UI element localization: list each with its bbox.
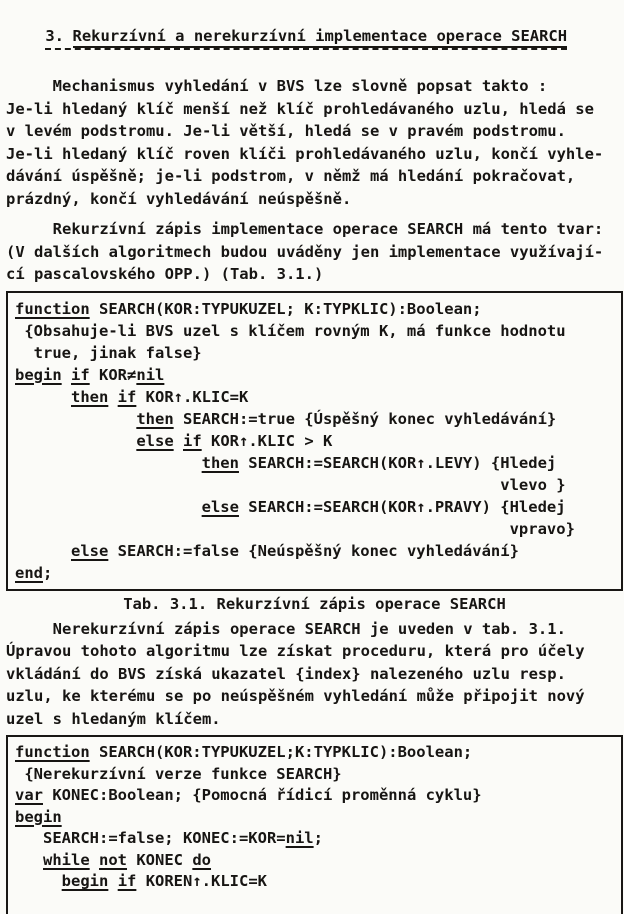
paragraph-line: Rekurzívní zápis implementace operace SEARCH má tento tvar: (6, 220, 604, 238)
code-line: begin if KOR≠nil (15, 365, 165, 384)
code-line: else SEARCH:=false {Neúspěšný konec vyhledávání} (71, 541, 519, 560)
code-line: vlevo } (15, 475, 566, 494)
paragraph-line: Nerekurzívní zápis operace SEARCH je uveden v tab. 3.1. (6, 619, 566, 638)
paragraph-line: Mechanismus vyhledání v BVS lze slovně popsat takto : (6, 77, 548, 95)
code-line: begin if KOREN↑.KLIC=K (61, 872, 268, 890)
code-line: then if KOR↑.KLIC=K (71, 387, 249, 406)
code-line: vpravo} (15, 519, 575, 538)
code-line: end; (15, 563, 53, 582)
code-line: else SEARCH:=SEARCH(KOR↑.PRAVY) {Hledej (201, 497, 566, 516)
code-listing-nonrecursive-search (6, 735, 623, 914)
paragraph-line: Je-li hledaný klíč roven klíči prohledávaného uzlu, končí vyhle- (6, 144, 604, 163)
paragraph-line: Úpravou tohoto algoritmu lze získat proceduru, která pro účely (6, 642, 585, 660)
section-title: Rekurzívní a nerekurzívní implementace operace SEARCH (73, 27, 568, 48)
paragraph-line: Je-li hledaný klíč menší než klíč prohledávaného uzlu, hledá se (6, 99, 594, 118)
section-heading-underline (45, 27, 567, 50)
code-line: then SEARCH:=SEARCH(KOR↑.LEVY) {Hledej (201, 453, 557, 472)
code-line: function SEARCH(KOR:TYPUKUZEL; K:TYPKLIC):Boolean; (15, 299, 482, 318)
code-line: {Nerekurzívní verze funkce SEARCH} (15, 764, 342, 783)
code-listing-recursive-search (6, 291, 623, 591)
paragraph-search-mechanism (6, 75, 624, 210)
section-number: 3. (45, 27, 64, 45)
paragraph-line: cí pascalovského OPP.) (Tab. 3.1.) (6, 265, 324, 283)
code-line: {Obsahuje-li BVS uzel s klíčem rovným K, má funkce hodnotu (15, 321, 566, 340)
code-line: function SEARCH(KOR:TYPUKUZEL;K:TYPKLIC):Boolean; (15, 743, 473, 761)
paragraph-recursive-intro (6, 218, 624, 286)
paragraph-line: prázdný, končí vyhledávání neúspěšně. (6, 189, 352, 208)
code-line: var KONEC:Boolean; {Pomocná řídicí proměnná cyklu} (15, 786, 482, 804)
paragraph-line: uzlu, ke kterému se po neúspěšném vyhledání může připojit nový (6, 687, 585, 705)
section-heading (8, 9, 624, 68)
code-line: then SEARCH:=true {Úspěšný konec vyhledávání} (136, 409, 557, 428)
paragraph-line: uzel s hledaným klíčem. (6, 709, 221, 728)
code-line: true, jinak false} (15, 343, 202, 362)
paragraph-nonrecursive-intro (6, 618, 624, 731)
table-caption: Tab. 3.1. Rekurzívní zápis operace SEARCH (123, 594, 506, 613)
paragraph-line: (V dalších algoritmech budou uváděny jen implementace využívají- (6, 242, 604, 261)
code-line: while not KONEC do (43, 850, 212, 869)
code-line: else if KOR↑.KLIC > K (136, 431, 333, 450)
code-line: begin (15, 807, 62, 826)
paragraph-line: v levém podstromu. Je-li větší, hledá se v pravém podstromu. (6, 122, 566, 140)
paragraph-line: vkládání do BVS získá ukazatel {index} nalezeného uzlu resp. (6, 664, 566, 683)
paragraph-line: dávání úspěšně; je-li podstrom, v němž má hledání pokračovat, (6, 167, 576, 185)
code-line: SEARCH:=false; KONEC:=KOR=nil; (15, 829, 323, 847)
